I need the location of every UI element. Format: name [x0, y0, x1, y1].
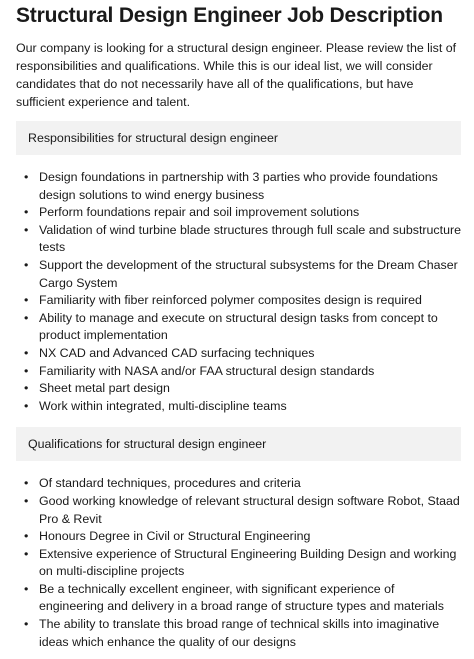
- bullet-icon: •: [24, 381, 29, 396]
- list-item: • Design foundations in partnership with 3 parties who provide foundations design solutions to wind energy business: [24, 170, 438, 202]
- list-item: • Sheet metal part design: [16, 380, 461, 398]
- bullet-icon: •: [24, 293, 29, 308]
- bullet-icon: •: [24, 581, 29, 596]
- list-item: • Good working knowledge of relevant structural design software Robot, Staad Pro & Revit: [24, 493, 460, 526]
- intro-paragraph: Our company is looking for a structural design engineer. Please review the list of responsibilities and qualifications. While this is our ideal list, we will consider candidates that do not necessarily have all of the qualifications, but have sufficient experience and talent.: [16, 41, 457, 109]
- bullet-icon: •: [24, 398, 29, 413]
- bullet-icon: •: [24, 222, 29, 237]
- bullet-icon: •: [24, 529, 29, 544]
- bullet-icon: •: [24, 310, 29, 325]
- list-item: • Work within integrated, multi-discipline teams: [16, 398, 461, 416]
- list-item: • Validation of wind turbine blade structures through full scale and substructure tests: [24, 222, 461, 255]
- bullet-icon: •: [24, 363, 29, 378]
- bullet-icon: •: [24, 617, 29, 632]
- list-item: • The ability to translate this broad range of technical skills into imaginative ideas which enhance the quality of our designs: [24, 617, 440, 649]
- list-item: • Be a technically excellent engineer, with significant experience of engineering and delivery in a broad range of structure types and materials: [24, 581, 445, 614]
- list-item: • Of standard techniques, procedures and criteria: [16, 475, 461, 493]
- bullet-icon: •: [24, 170, 29, 184]
- list-item: • Familiarity with fiber reinforced polymer composites design is required: [16, 292, 461, 310]
- list-item: • Honours Degree in Civil or Structural Engineering: [16, 528, 461, 546]
- responsibilities-heading: Responsibilities for structural design engineer: [16, 121, 461, 155]
- bullet-icon: •: [24, 476, 29, 491]
- qualifications-list: [16, 475, 461, 651]
- list-item: • Perform foundations repair and soil improvement solutions: [16, 204, 461, 222]
- list-item: • Support the development of the structural subsystems for the Dream Chaser Cargo System: [24, 257, 458, 290]
- list-item: • NX CAD and Advanced CAD surfacing techniques: [16, 345, 461, 363]
- bullet-icon: •: [24, 257, 29, 272]
- bullet-icon: •: [24, 205, 29, 220]
- bullet-icon: •: [24, 345, 29, 360]
- bullet-icon: •: [24, 493, 29, 508]
- job-description-page: [16, 0, 461, 651]
- bullet-icon: •: [24, 546, 29, 561]
- page-title: Structural Design Engineer Job Description: [16, 4, 443, 27]
- list-item: • Ability to manage and execute on structural design tasks from concept to product implementation: [24, 310, 438, 343]
- qualifications-heading: Qualifications for structural design engineer: [16, 427, 461, 461]
- responsibilities-list: [16, 169, 461, 415]
- list-item: • Extensive experience of Structural Engineering Building Design and working on multi-discipline projects: [24, 546, 457, 579]
- list-item: • Familiarity with NASA and/or FAA structural design standards: [16, 363, 461, 381]
